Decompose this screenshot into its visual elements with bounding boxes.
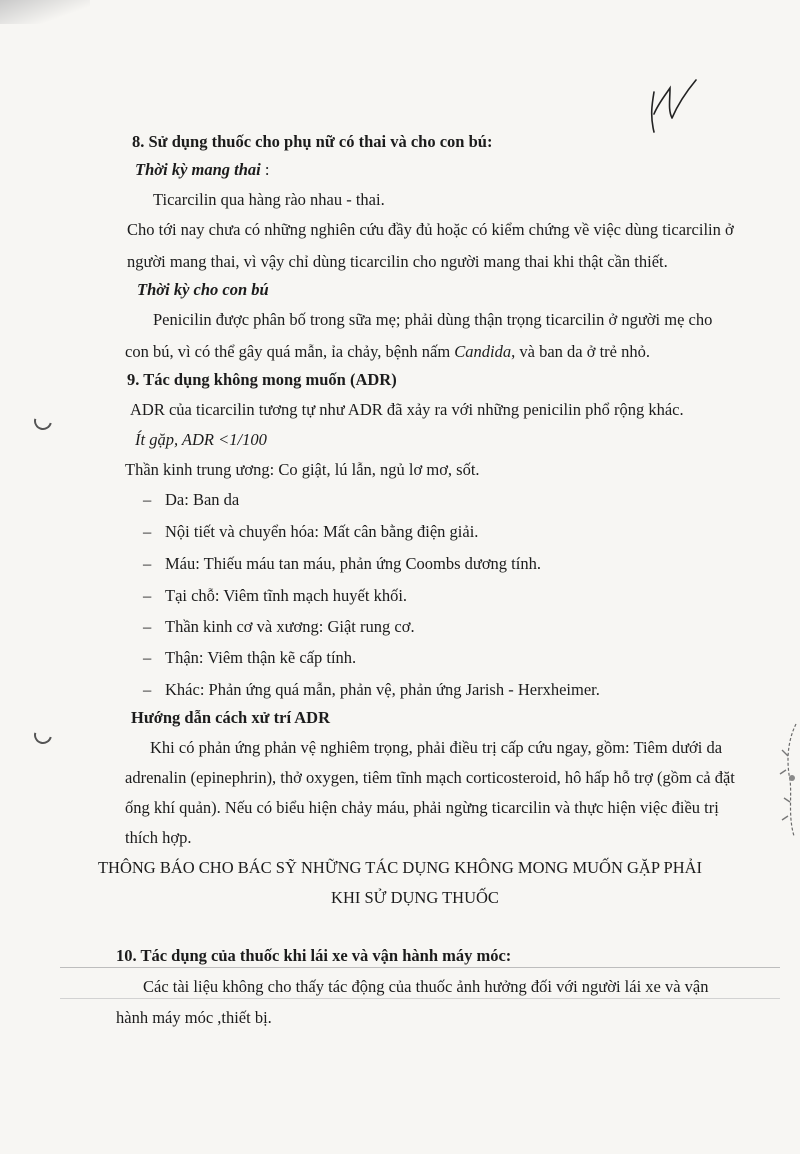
section-10-line-1: Các tài liệu không cho thấy tác động của thuốc ảnh hưởng đối với người lái xe và vận <box>143 977 709 996</box>
adr-item-text: Nội tiết và chuyển hóa: Mất cân bằng điện giải. <box>165 522 479 541</box>
lactation-line-2 <box>125 342 650 362</box>
stamp-fragment <box>774 720 800 840</box>
lactation-subheading: Thời kỳ cho con bú <box>137 280 269 299</box>
adr-guide-line-2: adrenalin (epinephrin), thở oxygen, tiêm tĩnh mạch corticosteroid, hô hấp hỗ trợ (gồm cả đặt <box>125 768 735 787</box>
section-10-heading: 10. Tác dụng của thuốc khi lái xe và vận hành máy móc: <box>116 946 512 965</box>
adr-item <box>143 680 600 700</box>
adr-item <box>143 554 541 574</box>
section-8-heading: 8. Sử dụng thuốc cho phụ nữ có thai và cho con bú: <box>132 132 493 151</box>
lactation-line-2-italic: Candida <box>454 342 512 361</box>
handwritten-initials <box>640 74 700 140</box>
section-9-heading: 9. Tác dụng không mong muốn (ADR) <box>127 370 397 389</box>
adr-item-text: Khác: Phản ứng quá mẫn, phản vệ, phản ứng Jarish - Herxheimer. <box>165 680 600 699</box>
adr-item-text: Tại chỗ: Viêm tĩnh mạch huyết khối. <box>165 586 408 605</box>
pregnancy-paragraph-2-line-2: người mang thai, vì vậy chỉ dùng ticarcilin cho người mang thai khi thật cần thiết. <box>127 252 668 271</box>
punch-hole-mark <box>31 409 56 434</box>
dash-bullet: – <box>143 522 152 541</box>
punch-hole-mark <box>31 723 56 748</box>
adr-item-text: Da: Ban da <box>165 490 240 509</box>
adr-item <box>143 522 478 542</box>
adr-item <box>143 617 415 637</box>
pregnancy-colon: : <box>260 160 270 179</box>
lactation-line-2-post: , và ban da ở trẻ nhỏ. <box>511 342 650 361</box>
adr-cns: Thần kinh trung ương: Co giật, lú lẫn, ngủ lơ mơ, sốt. <box>125 460 480 479</box>
section-10-line-2: hành máy móc ,thiết bị. <box>116 1008 272 1027</box>
pregnancy-paragraph-1: Ticarcilin qua hàng rào nhau - thai. <box>153 190 385 209</box>
lactation-line-1: Penicilin được phân bố trong sữa mẹ; phải dùng thận trọng ticarcilin ở người mẹ cho <box>153 310 713 329</box>
dash-bullet: – <box>143 490 152 509</box>
adr-intro: ADR của ticarcilin tương tự như ADR đã xảy ra với những penicilin phổ rộng khác. <box>130 400 684 419</box>
adr-item <box>143 490 239 510</box>
adr-item <box>143 586 407 606</box>
adr-item-text: Thận: Viêm thận kẽ cấp tính. <box>165 648 357 667</box>
adr-item-text: Thần kinh cơ và xương: Giật rung cơ. <box>165 617 415 636</box>
scan-rule <box>60 998 780 999</box>
notice-line-2: KHI SỬ DỤNG THUỐC <box>331 888 499 907</box>
scan-shadow <box>0 0 90 24</box>
scan-rule <box>60 967 780 968</box>
notice-line-1: THÔNG BÁO CHO BÁC SỸ NHỮNG TÁC DỤNG KHÔNG MONG MUỐN GẶP PHẢI <box>97 858 703 877</box>
pregnancy-paragraph-2-line-1: Cho tới nay chưa có những nghiên cứu đầy đủ hoặc có kiểm chứng về việc dùng ticarcilin ở <box>127 220 734 239</box>
pregnancy-label: Thời kỳ mang thai <box>135 160 261 179</box>
adr-item-text: Máu: Thiếu máu tan máu, phản ứng Coombs dương tính. <box>165 554 541 573</box>
adr-frequency-label: Ít gặp, ADR <1/100 <box>135 430 267 449</box>
dash-bullet: – <box>143 648 152 667</box>
dash-bullet: – <box>143 586 152 605</box>
dash-bullet: – <box>143 617 152 636</box>
adr-guide-line-1: Khi có phản ứng phản vệ nghiêm trọng, phải điều trị cấp cứu ngay, gồm: Tiêm dưới da <box>150 738 723 757</box>
dash-bullet: – <box>143 554 152 573</box>
dash-bullet: – <box>143 680 152 699</box>
adr-guide-heading: Hướng dẫn cách xử trí ADR <box>131 708 330 727</box>
adr-item <box>143 648 356 668</box>
adr-guide-line-4: thích hợp. <box>125 828 192 847</box>
adr-guide-line-3: ống khí quản). Nếu có biểu hiện chảy máu, phải ngừng ticarcilin và thực hiện việc điều trị <box>125 798 719 817</box>
lactation-line-2-pre: con bú, vì có thể gây quá mẫn, ỉa chảy, bệnh nấm <box>125 342 455 361</box>
pregnancy-subheading <box>135 160 269 180</box>
